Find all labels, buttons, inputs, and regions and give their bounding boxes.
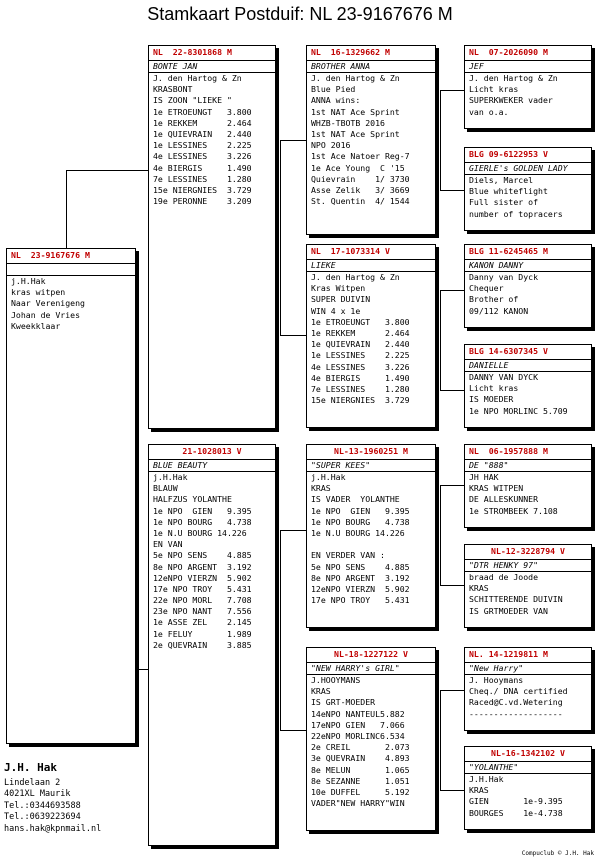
info-line: IS VADER YOLANTHE <box>311 494 400 505</box>
info-line: KRAS WITPEN <box>469 483 524 494</box>
info-line: Kweekklaar <box>11 320 61 331</box>
pigeon-name: "DTR HENKY 97" <box>465 559 591 572</box>
info-line: GIEN 1e-9.395 <box>469 796 563 807</box>
info-line: BLAUW <box>153 483 178 494</box>
info-line: 1st NAT Ace Sprint <box>311 128 400 139</box>
info-line: IS MOEDER <box>469 394 514 405</box>
connector <box>440 585 464 586</box>
pigeon-name: JEF <box>465 60 591 73</box>
info-line: KRAS <box>469 785 489 796</box>
dam-dam-card <box>306 647 436 831</box>
page-title: Stamkaart Postduif: NL 23-9167676 M <box>147 4 453 24</box>
info-line: 17eNPO GIEN 7.066 <box>311 719 405 730</box>
pigeon-name <box>7 263 135 276</box>
info-line: Danny van Dyck <box>469 272 539 282</box>
info-line: 4e BIERGIS 1.490 <box>153 162 252 173</box>
info-line: 1e STROMBEEK 7.108 <box>469 505 558 516</box>
info-line: kras witpen <box>11 287 66 298</box>
info-line: J. den Hartog & Zn <box>469 73 558 83</box>
owner-name: J.H. Hak <box>4 761 57 774</box>
info-line: EN VAN <box>153 539 183 550</box>
pigeon-name: BLUE BEAUTY <box>149 459 275 472</box>
info-line: 1e NPO BOURG 4.738 <box>153 516 252 527</box>
dss-card <box>464 444 592 528</box>
info-line: 4e LESSINES 3.226 <box>311 361 410 372</box>
owner-address-street: Lindelaan 2 <box>4 777 61 788</box>
info-line: 1e NPO MORLINC 5.709 <box>469 405 568 416</box>
info-line: Licht kras <box>469 383 519 394</box>
info-line: J. den Hartog & Zn <box>311 272 400 282</box>
info-line: 8e NPO ARGENT 3.192 <box>311 572 410 583</box>
info-line: Kras Witpen <box>311 283 366 294</box>
ring-number: BLG 11-6245465 M <box>469 246 548 256</box>
info-line: WIN 4 x 1e <box>311 305 361 316</box>
connector <box>280 140 282 335</box>
info-line: 1e REKKEM 2.464 <box>153 117 252 128</box>
info-line: j.H.Hak <box>153 472 188 482</box>
info-line: 1e QUIEVRAIN 2.440 <box>153 128 252 139</box>
info-line: JH HAK <box>469 472 499 482</box>
dam-card <box>148 444 276 846</box>
info-line: BOURGES 1e-4.738 <box>469 807 563 818</box>
ring-number: NL-16-1342102 V <box>491 748 565 758</box>
info-line <box>307 539 435 550</box>
info-line: J.H.Hak <box>469 774 504 784</box>
info-line: 10e DUFFEL 5.192 <box>311 786 410 797</box>
owner-mobile: Tel.:0639223694 <box>4 812 81 822</box>
info-line: Naar Verenigeng <box>11 298 85 309</box>
ring-number: BLG 14-6307345 V <box>469 346 548 356</box>
info-line: WHZB-TBOTB 2016 <box>311 117 385 128</box>
info-line: 4e LESSINES 3.226 <box>153 151 252 162</box>
info-line: j.H.Hak <box>11 276 46 286</box>
connector <box>440 690 464 691</box>
connector <box>440 690 442 790</box>
info-line: 1e LESSINES 2.225 <box>153 140 252 151</box>
info-line: 2e CREIL 2.073 <box>311 742 410 753</box>
info-line: 17e NPO TROY 5.431 <box>153 583 252 594</box>
info-line: 7e LESSINES 1.280 <box>153 173 252 184</box>
pigeon-name: "SUPER KEES" <box>307 459 435 472</box>
info-line: J. den Hartog & Zn <box>153 73 242 83</box>
info-line: EN VERDER VAN : <box>311 550 385 561</box>
info-line: Chequer <box>469 283 504 294</box>
subject-card <box>6 248 136 744</box>
owner-address-city: 4021XL Maurik <box>4 789 71 799</box>
pigeon-name: "NEW HARRY's GIRL" <box>307 662 435 675</box>
ring-number: NL-13-1960251 M <box>334 446 408 456</box>
info-line: Blue Pied <box>311 84 356 95</box>
ssd-card <box>464 147 592 231</box>
info-line: 1e FELUY 1.989 <box>153 628 252 639</box>
info-line: 14eNPO NANTEUL5.882 <box>311 708 405 719</box>
info-line: 5e NPO SENS 4.885 <box>311 561 410 572</box>
connector <box>440 390 464 391</box>
info-line: ANNA wins: <box>311 95 361 106</box>
info-line: Brother of <box>469 294 519 305</box>
info-line: 12eNPO VIERZN 5.902 <box>311 583 410 594</box>
connector <box>440 90 442 190</box>
info-line: 09/112 KANON <box>469 305 529 316</box>
info-line: 1e ASSE ZEL 2.145 <box>153 617 252 628</box>
owner-email: hans.hak@kpnmail.nl <box>4 823 102 834</box>
pigeon-name: BROTHER ANNA <box>307 60 435 73</box>
info-line: 5e NPO SENS 4.885 <box>153 550 252 561</box>
info-line: 2e QUEVRAIN 3.885 <box>153 639 252 650</box>
ring-number: NL 06-1957888 M <box>469 446 548 456</box>
connector <box>280 140 306 141</box>
info-line: Licht kras <box>469 84 519 95</box>
info-line: 1e QUIEVRAIN 2.440 <box>311 339 410 350</box>
pigeon-name: DANIELLE <box>465 359 591 372</box>
info-line: 1e ETROEUNGT 3.800 <box>153 106 252 117</box>
info-line: 4e BIERGIS 1.490 <box>311 372 410 383</box>
connector <box>440 90 464 91</box>
ring-number: NL-12-3228794 V <box>491 546 565 556</box>
info-line: 7e LESSINES 1.280 <box>311 383 410 394</box>
info-line: 8e NPO ARGENT 3.192 <box>153 561 252 572</box>
info-line: IS ZOON "LIEKE " <box>153 95 232 106</box>
connector <box>280 530 306 531</box>
info-line: Blue whiteflight <box>469 186 548 197</box>
info-line: 1st Ace Natoer Reg-7 <box>311 151 410 162</box>
info-line: 8e MELUN 1.065 <box>311 764 410 775</box>
info-line: number of topracers <box>469 208 563 219</box>
info-line: IS GRTMOEDER VAN <box>469 605 548 616</box>
info-line: 1e N.U BOURG 14.226 <box>311 527 405 538</box>
info-line: 3e QUEVRAIN 4.893 <box>311 753 410 764</box>
info-line: 1e ETROEUNGT 3.800 <box>311 316 410 327</box>
pigeon-name: GIERLE's GOLDEN LADY <box>465 162 591 175</box>
info-line: 1e REKKEM 2.464 <box>311 327 410 338</box>
connector <box>280 335 306 336</box>
connector <box>66 170 148 171</box>
info-line: 1e NPO BOURG 4.738 <box>311 516 410 527</box>
info-line: IS GRT-MOEDER <box>311 697 376 708</box>
info-line: KRAS <box>311 483 331 494</box>
info-line: Diels, Marcel <box>469 175 534 185</box>
info-line: St. Quentin 4/ 1544 <box>311 196 410 207</box>
connector <box>440 485 464 486</box>
info-line: 1e Ace Young C '15 <box>311 162 405 173</box>
ring-number: NL 22-8301868 M <box>153 47 232 57</box>
connector <box>280 730 306 731</box>
info-line: 17e NPO TROY 5.431 <box>311 595 410 606</box>
owner-contact <box>4 762 101 835</box>
sds-card <box>464 244 592 328</box>
pigeon-name: KANON DANNY <box>465 259 591 272</box>
info-line: 22e NPO MORL 7.708 <box>153 595 252 606</box>
info-line: 15e NIERGNIES 3.729 <box>311 395 410 406</box>
ring-number: NL. 14-1219811 M <box>469 649 548 659</box>
info-line: braad de Joode <box>469 572 539 582</box>
info-line: j.H.Hak <box>311 472 346 482</box>
info-line: KRASBONT <box>153 84 193 95</box>
info-line: 12eNPO VIERZN 5.902 <box>153 572 252 583</box>
pigeon-name: "YOLANTHE" <box>465 761 591 774</box>
dsd-card <box>464 544 592 628</box>
info-line: 23e NPO NANT 7.556 <box>153 606 252 617</box>
info-line: 8e SEZANNE 1.051 <box>311 775 410 786</box>
info-line: DANNY VAN DYCK <box>469 372 539 382</box>
ring-number: NL 07-2026090 M <box>469 47 548 57</box>
info-line: SUPER DUIVIN <box>311 294 371 305</box>
info-line: SUPERKWEKER vader <box>469 95 553 106</box>
info-line: J.HOOYMANS <box>311 675 361 685</box>
dam-sire-card <box>306 444 436 628</box>
connector <box>440 290 442 390</box>
info-line: Johan de Vries <box>11 309 81 320</box>
info-line: J. den Hartog & Zn <box>311 73 400 83</box>
info-line: 1e LESSINES 2.225 <box>311 350 410 361</box>
info-line: DE ALLESKUNNER <box>469 494 539 505</box>
info-line: VADER"NEW HARRY"WIN <box>311 798 405 809</box>
ring-number: NL 23-9167676 M <box>11 250 90 260</box>
connector <box>440 485 442 585</box>
info-line: 19e PERONNE 3.209 <box>153 196 252 207</box>
ddd-card <box>464 746 592 830</box>
sdd-card <box>464 344 592 428</box>
info-line: 22eNPO MORLINC6.534 <box>311 730 405 741</box>
info-line: 1e NPO GIEN 9.395 <box>153 505 252 516</box>
info-line: ------------------- <box>469 708 563 719</box>
sss-card <box>464 45 592 129</box>
ring-number: NL-18-1227122 V <box>334 649 408 659</box>
footer-credit: Compuclub © J.H. Hak <box>521 850 594 857</box>
info-line: van o.a. <box>469 106 509 117</box>
connector <box>440 290 464 291</box>
connector <box>440 790 464 791</box>
pigeon-name: BONTE JAN <box>149 60 275 73</box>
info-line: SCHITTERENDE DUIVIN <box>469 594 563 605</box>
info-line: NPO 2016 <box>311 140 351 151</box>
info-line: 1st NAT Ace Sprint <box>311 106 400 117</box>
info-line: Asse Zelik 3/ 3669 <box>311 184 410 195</box>
owner-phone: Tel.:0344693588 <box>4 800 81 811</box>
sire-sire-card <box>306 45 436 235</box>
info-line: Quievrain 1/ 3730 <box>311 173 410 184</box>
sire-dam-card <box>306 244 436 428</box>
info-line: KRAS <box>311 686 331 697</box>
info-line: Cheq./ DNA certified <box>469 686 568 697</box>
sire-card <box>148 45 276 429</box>
info-line: 1e NPO GIEN 9.395 <box>311 505 410 516</box>
info-line: HALFZUS YOLANTHE <box>153 494 232 505</box>
pigeon-name: LIEKE <box>307 259 435 272</box>
connector <box>440 190 464 191</box>
info-line: 1e N.U BOURG 14.226 <box>153 527 247 538</box>
info-line: Raced@C.vd.Wetering <box>469 697 563 708</box>
info-line: 15e NIERGNIES 3.729 <box>153 184 252 195</box>
ring-number: BLG 09-6122953 V <box>469 149 548 159</box>
ring-number: 21-1028013 V <box>182 446 242 456</box>
pigeon-name: "New Harry" <box>465 662 591 675</box>
dds-card <box>464 647 592 731</box>
info-line: Full sister of <box>469 197 539 208</box>
ring-number: NL 17-1073314 V <box>311 246 390 256</box>
pigeon-name: DE "888" <box>465 459 591 472</box>
ring-number: NL 16-1329662 M <box>311 47 390 57</box>
connector <box>280 530 282 730</box>
info-line: KRAS <box>469 583 489 594</box>
info-line: J. Hooymans <box>469 675 524 685</box>
